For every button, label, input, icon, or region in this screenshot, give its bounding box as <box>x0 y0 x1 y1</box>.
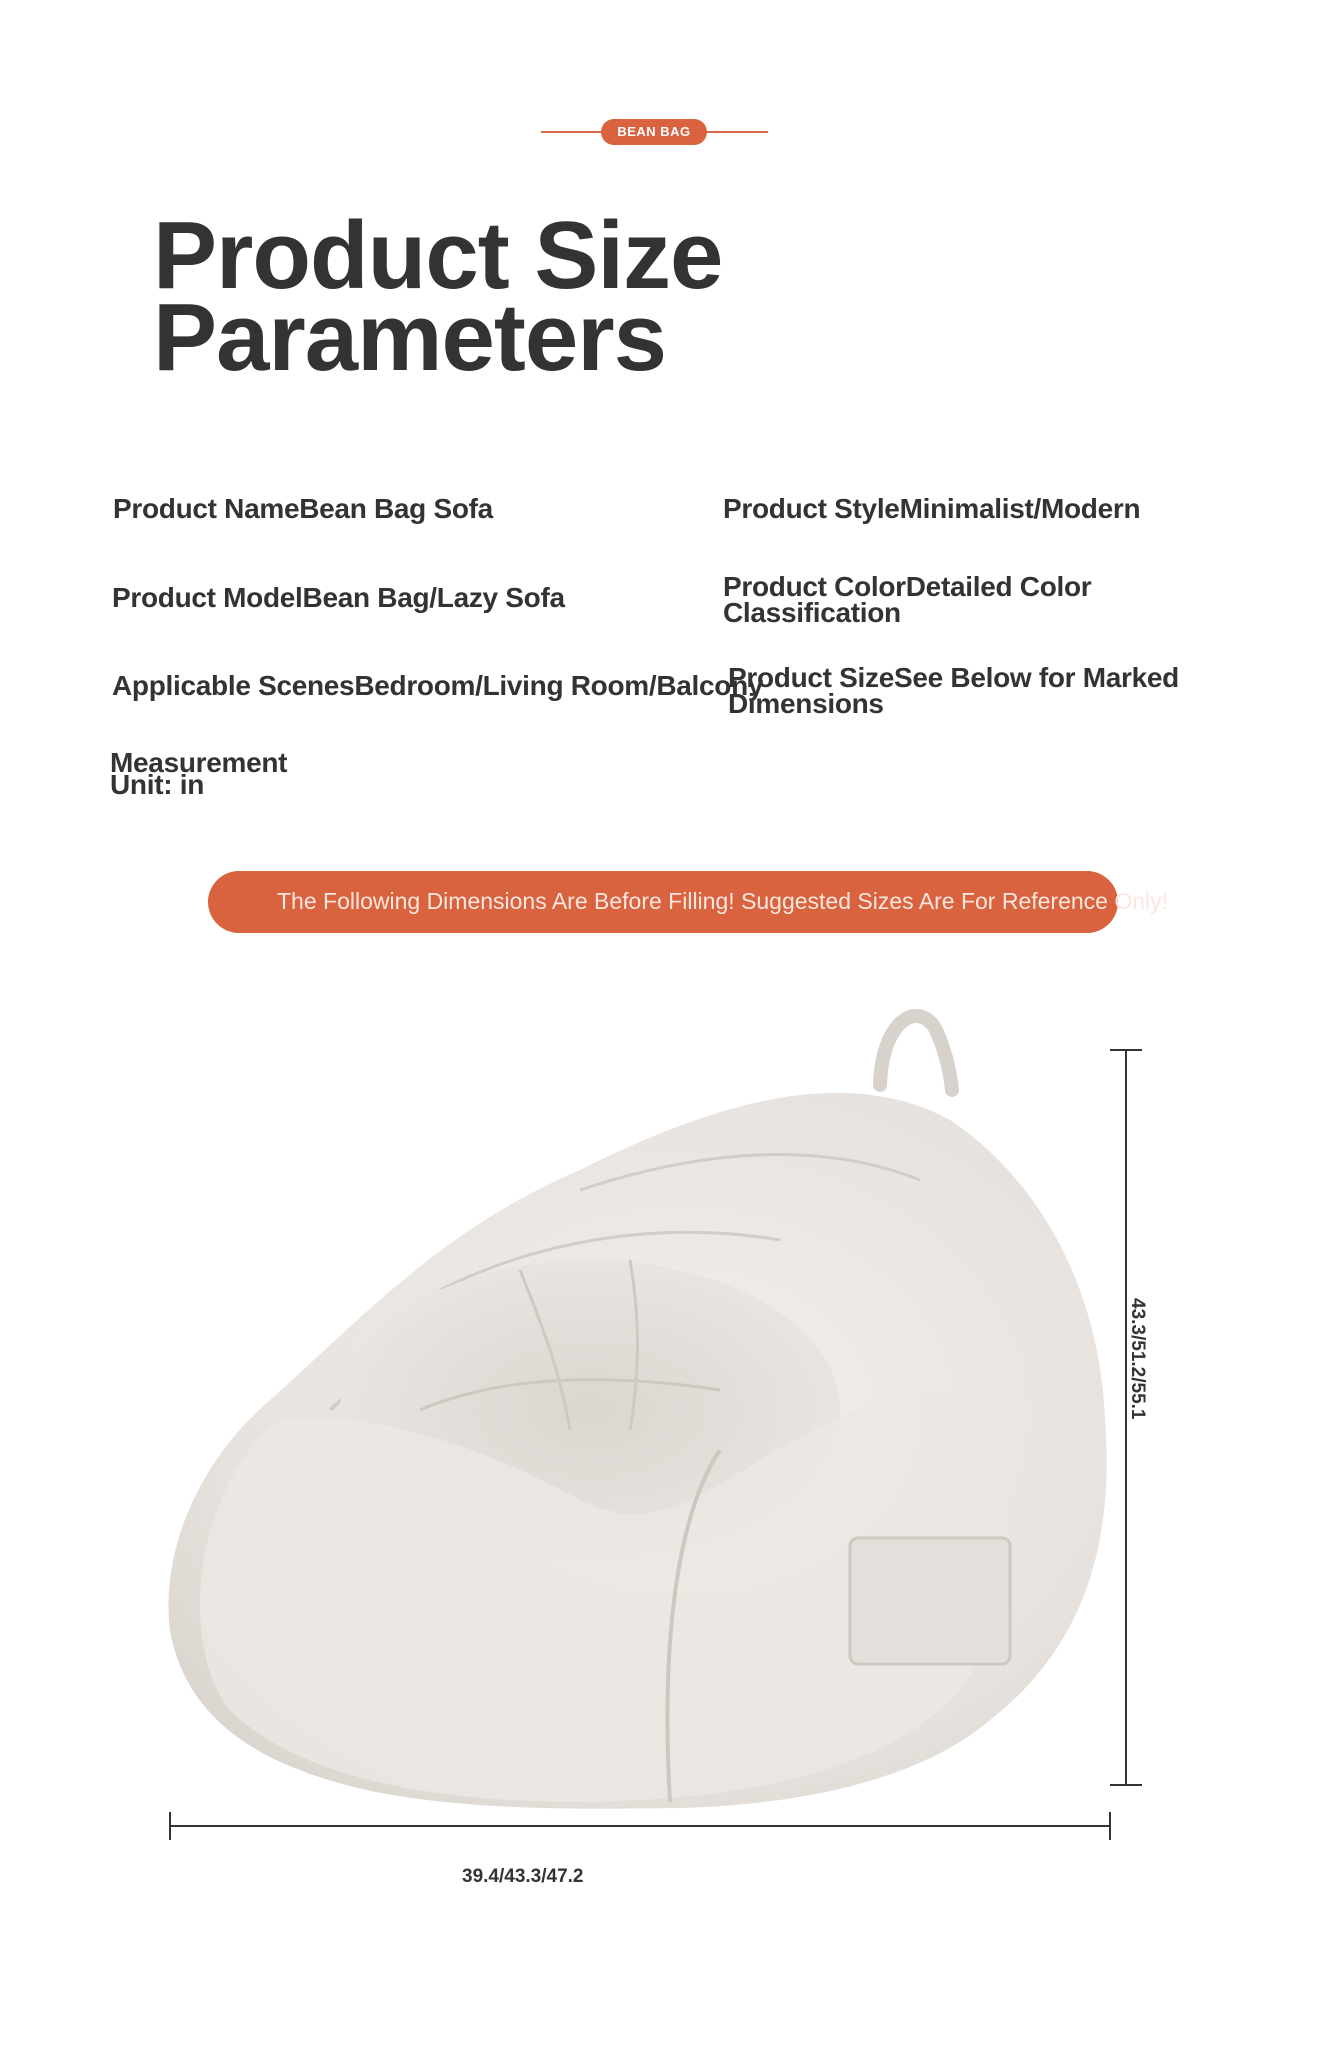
title-line-2: Parameters <box>153 284 667 391</box>
category-badge: BEAN BAG <box>601 119 707 145</box>
param-applicable-scenes: Applicable ScenesBedroom/Living Room/Balcony <box>112 670 764 701</box>
param-product-style: Product StyleMinimalist/Modern <box>723 493 1141 524</box>
param-measurement-unit: Measurement Unit: in <box>110 747 288 800</box>
width-dimension-label: 39.4/43.3/47.2 <box>462 1866 584 1887</box>
notice-text: The Following Dimensions Are Before Filling! Suggested Sizes Are For Reference Only! <box>277 888 1169 914</box>
height-dimension-label: 43.3/51.2/55.1 <box>1127 1298 1148 1420</box>
tag-line-right <box>704 131 768 133</box>
param-product-color: Product ColorDetailed Color Classification <box>723 571 1092 628</box>
bean-bag-illustration <box>160 990 1120 1810</box>
width-dimension-line <box>160 1808 1120 1844</box>
param-product-size: Product SizeSee Below for Marked Dimensions <box>728 662 1179 719</box>
title-line-1: Product Size <box>153 202 723 309</box>
param-product-model: Product ModelBean Bag/Lazy Sofa <box>112 582 565 613</box>
page-title <box>153 202 723 391</box>
tag-line-left <box>541 131 605 133</box>
param-product-name: Product NameBean Bag Sofa <box>113 493 493 524</box>
